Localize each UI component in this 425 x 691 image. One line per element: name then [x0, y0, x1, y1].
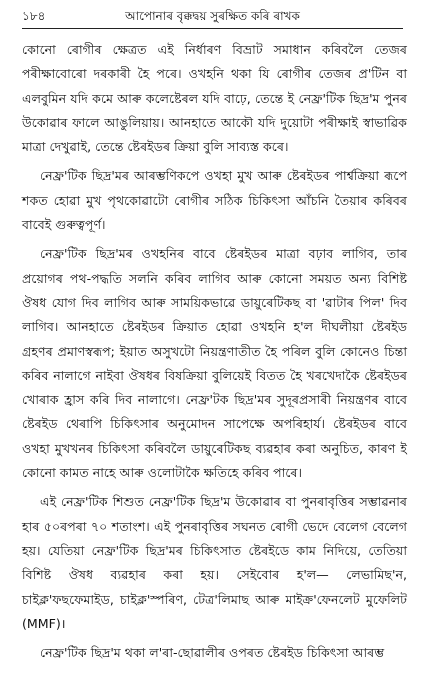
paragraph-3: নেফ্ৰ'টিক ছিদ্ৰ'মৰ ওখহনিৰ বাবে ষ্টেৰইডৰ মাত্ৰা বঢ়াব লাগিব, তাৰ প্ৰয়োগৰ পথ-পদ্ধতি সলনি কৰিব লাগিব আৰু কোনো সময়ত অন্য বিশিষ্ট ঔষধ যোগ দিব লাগিব আৰু সাময়িকভাৱে ডায়ুৰেটিকছ বা 'ৱাটাৰ পিল' দিব লাগিব। আনহাতে ষ্টেৰইডৰ ক্ৰিয়াত হোৱা ওখহনি হ'ল দীঘলীয়া ষ্টেৰইড গ্ৰহণৰ প্ৰমাণস্বৰূপ; ইয়াত অসুখটো নিয়ন্ত্ৰণাতীত হৈ পৰিল বুলি কোনেও চিন্তা কৰিব নালাগে নাইবা ঔষধৰ বিষক্ৰিয়া বুলিয়েই বিতত হৈ খৰখেদাকৈ ষ্টেৰইডৰ খোৰাক হ্ৰাস কৰি দিব নালাগে। নেফ্ৰ'টক ছিদ্ৰ'মৰ সুদূৰপ্ৰসাৰী নিয়ন্ত্ৰণৰ বাবে ষ্টেৰইড থেৰাপি চিকিৎসাৰ অনুমোদন সাপেক্ষে অপৰিহাৰ্য। ষ্টেৰইডৰ বাবে ওখহা মুখখনৰ চিকিৎসা কৰিবলৈ ডায়ুৰেটিকছ ব্যৱহাৰ কৰা অনুচিত, কাৰণ ই কোনো কামত নাহে আৰু ওলোটাকৈ ক্ষতিহে কৰিব পাৰে।: [22, 246, 407, 481]
page-body: [22, 38, 407, 665]
header-divider: [22, 28, 403, 29]
paragraph-5: নেফ্ৰ'টিক ছিদ্ৰ'ম থকা ল'ৰা-ছোৱালীৰ ওপৰত ষ্টেৰইড চিকিৎসা আৰম্ভ: [40, 645, 385, 661]
page-number: ১৮৪: [22, 9, 46, 23]
paragraph-1: কোনো ৰোগীৰ ক্ষেত্ৰত এই নিৰ্ধাৰণ বিভ্ৰাট সমাধান কৰিবলৈ তেজৰ পৰীক্ষাবোৰো দৰকাৰী হৈ পৰে। ওখহনি থকা যি ৰোগীৰ তেজৰ প্ৰ'টিন বা এলবুমিন যদি কমে আৰু কলেষ্টেৰল যদি বাঢ়ে, তেন্তে ই নেফ্ৰ'টিক ছিদ্ৰ'ম পুনৰ উকোৱাৰ ফালে আঙুলিয়ায়। আনহাতে আকৌ যদি দুয়োটা পৰীক্ষাই স্বাভাৱিক মাত্ৰা দেখুৱাই, তেন্তে ষ্টেৰইডৰ ক্ৰিয়া বুলি সাব্যস্ত কৰে।: [22, 42, 407, 155]
paragraph-4: এই নেফ্ৰ'টিক শিশুত নেফ্ৰ'টিক ছিদ্ৰ'ম উকোৱাৰ বা পুনৰাবৃত্তিৰ সম্ভাৱনাৰ হাৰ ৫০ৰপৰা ৭০ শতাংশ। এই পুনৰাবৃত্তিৰ সঘনত ৰোগী ভেদে বেলেগ বেলেগ হয়। যেতিয়া নেফ্ৰ'টিক ছিদ্ৰ'মৰ চিকিৎসাত ষ্টেৰইডে কাম নিদিয়ে, তেতিয়া বিশিষ্ট ঔষধ ব্যৱহাৰ কৰা হয়। সেইবোৰ হ'ল— লেভামিছ'ন, চাইক্ল'ফছফেমাইড, চাইক্ল'স্পৰিণ, টেত্ৰ'লিমাছ আৰু মাইক্ৰ'ফেনলেট মুফেলিট (MMF)।: [22, 494, 407, 631]
paragraph-2: নেফ্ৰ'টিক ছিদ্ৰ'মৰ আৰম্ভণিকপে ওখহা মুখ আৰু ষ্টেৰইডৰ পাৰ্শ্বক্ৰিয়া ৰূপে শকত হোৱা মুখ পৃথকোৱাটো ৰোগীৰ সঠিক চিকিৎসা আঁচনি তৈয়াৰ কৰিবৰ বাবেই গুৰুত্বপূৰ্ণ।: [22, 168, 407, 233]
running-title: আপোনাৰ বৃক্কদ্বয় সুৰক্ষিত কৰি ৰাখক: [125, 9, 300, 23]
running-header: [22, 6, 403, 26]
